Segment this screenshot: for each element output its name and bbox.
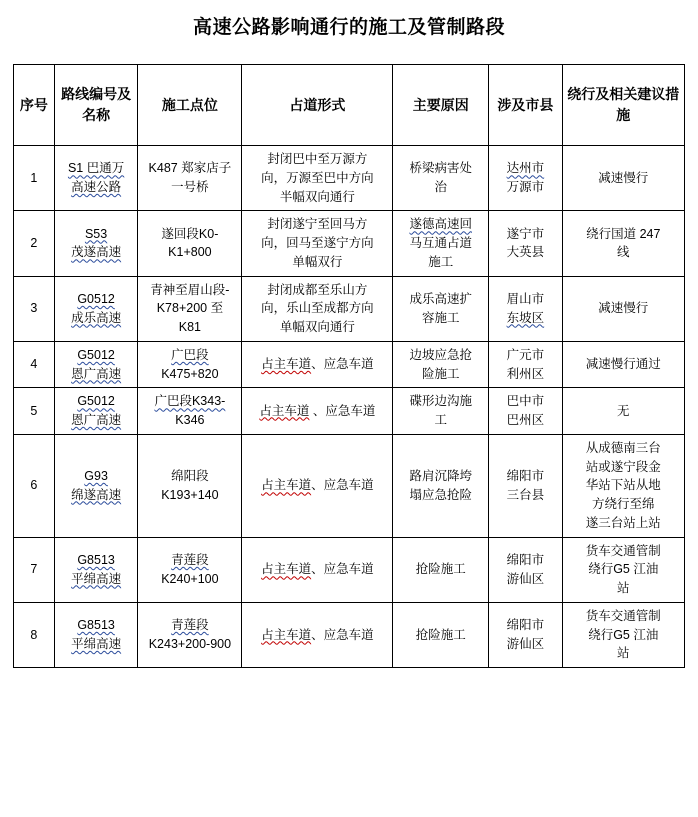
cell-advice: 减速慢行 <box>562 146 684 211</box>
cell-form: 占主车道、应急车道 <box>242 341 393 388</box>
cell-reason: 桥梁病害处 治 <box>393 146 489 211</box>
cell-route: G93 绵遂高速 <box>54 434 138 537</box>
cell-city: 绵阳市 游仙区 <box>489 537 562 602</box>
page-title: 高速公路影响通行的施工及管制路段 <box>192 17 505 38</box>
cell-advice: 减速慢行 <box>562 276 684 341</box>
table-row <box>14 602 685 667</box>
cell-reason: 遂德高速回 马互通占道 施工 <box>393 211 489 276</box>
cell-point: 青莲段 K240+100 <box>138 537 242 602</box>
table-row <box>14 434 685 537</box>
column-header-advice: 绕行及相关建议措施 <box>562 65 684 146</box>
column-header-city: 涉及市县 <box>489 65 562 146</box>
cell-form: 封闭遂宁至回马方 向，回马至遂宁方向 单幅双行 <box>242 211 393 276</box>
cell-advice: 从成德南三台 站或遂宁段金 华站下站从地 方绕行至绵 遂三台站上站 <box>562 434 684 537</box>
construction-table <box>13 64 685 668</box>
cell-city: 巴中市 巴州区 <box>489 388 562 435</box>
table-row <box>14 276 685 341</box>
cell-advice: 货车交通管制 绕行G5 江油 站 <box>562 537 684 602</box>
cell-form: 占主车道、应急车道 <box>242 434 393 537</box>
cell-point: 青神至眉山段- K78+200 至 K81 <box>138 276 242 341</box>
cell-city: 眉山市 东坡区 <box>489 276 562 341</box>
cell-route: G5012 恩广高速 <box>54 341 138 388</box>
cell-form: 占主车道、应急车道 <box>242 602 393 667</box>
cell-route: S53 茂遂高速 <box>54 211 138 276</box>
cell-city: 绵阳市 游仙区 <box>489 602 562 667</box>
column-header-point: 施工点位 <box>138 65 242 146</box>
cell-reason: 路肩沉降垮 塌应急抢险 <box>393 434 489 537</box>
cell-no: 7 <box>14 537 55 602</box>
cell-city: 遂宁市 大英县 <box>489 211 562 276</box>
cell-reason: 边坡应急抢 险施工 <box>393 341 489 388</box>
cell-advice: 货车交通管制 绕行G5 江油 站 <box>562 602 684 667</box>
cell-point: 广巴段K343- K346 <box>138 388 242 435</box>
table-body <box>14 146 685 668</box>
cell-route: G8513 平绵高速 <box>54 537 138 602</box>
table-header-row <box>14 65 685 146</box>
cell-point: 遂回段K0- K1+800 <box>138 211 242 276</box>
column-header-form: 占道形式 <box>242 65 393 146</box>
cell-no: 5 <box>14 388 55 435</box>
cell-advice: 绕行国道 247 线 <box>562 211 684 276</box>
cell-city: 达州市 万源市 <box>489 146 562 211</box>
table-row <box>14 388 685 435</box>
cell-route: G0512 成乐高速 <box>54 276 138 341</box>
cell-form: 封闭成都至乐山方 向，乐山至成都方向 单幅双向通行 <box>242 276 393 341</box>
cell-reason: 抢险施工 <box>393 602 489 667</box>
cell-point: 广巴段 K475+820 <box>138 341 242 388</box>
cell-no: 4 <box>14 341 55 388</box>
cell-form: 占主车道、应急车道 <box>242 537 393 602</box>
table-row <box>14 537 685 602</box>
cell-point: K487 郑家店子 一号桥 <box>138 146 242 211</box>
table-row <box>14 211 685 276</box>
cell-form: 占主车道 、应急车道 <box>242 388 393 435</box>
column-header-no: 序号 <box>14 65 55 146</box>
table-row <box>14 146 685 211</box>
cell-route: G8513 平绵高速 <box>54 602 138 667</box>
column-header-reason: 主要原因 <box>393 65 489 146</box>
cell-route: S1 巴通万 高速公路 <box>54 146 138 211</box>
cell-no: 8 <box>14 602 55 667</box>
column-header-route: 路线编号及名称 <box>54 65 138 146</box>
cell-advice: 减速慢行通过 <box>562 341 684 388</box>
cell-no: 1 <box>14 146 55 211</box>
cell-reason: 碟形边沟施 工 <box>393 388 489 435</box>
cell-point: 青莲段 K243+200-900 <box>138 602 242 667</box>
cell-reason: 成乐高速扩 容施工 <box>393 276 489 341</box>
cell-no: 2 <box>14 211 55 276</box>
cell-no: 3 <box>14 276 55 341</box>
table-row <box>14 341 685 388</box>
cell-city: 广元市 利州区 <box>489 341 562 388</box>
cell-reason: 抢险施工 <box>393 537 489 602</box>
cell-no: 6 <box>14 434 55 537</box>
table-container <box>0 64 698 668</box>
cell-advice: 无 <box>562 388 684 435</box>
cell-point: 绵阳段 K193+140 <box>138 434 242 537</box>
cell-form: 封闭巴中至万源方 向，万源至巴中方向 半幅双向通行 <box>242 146 393 211</box>
cell-route: G5012 恩广高速 <box>54 388 138 435</box>
cell-city: 绵阳市 三台县 <box>489 434 562 537</box>
